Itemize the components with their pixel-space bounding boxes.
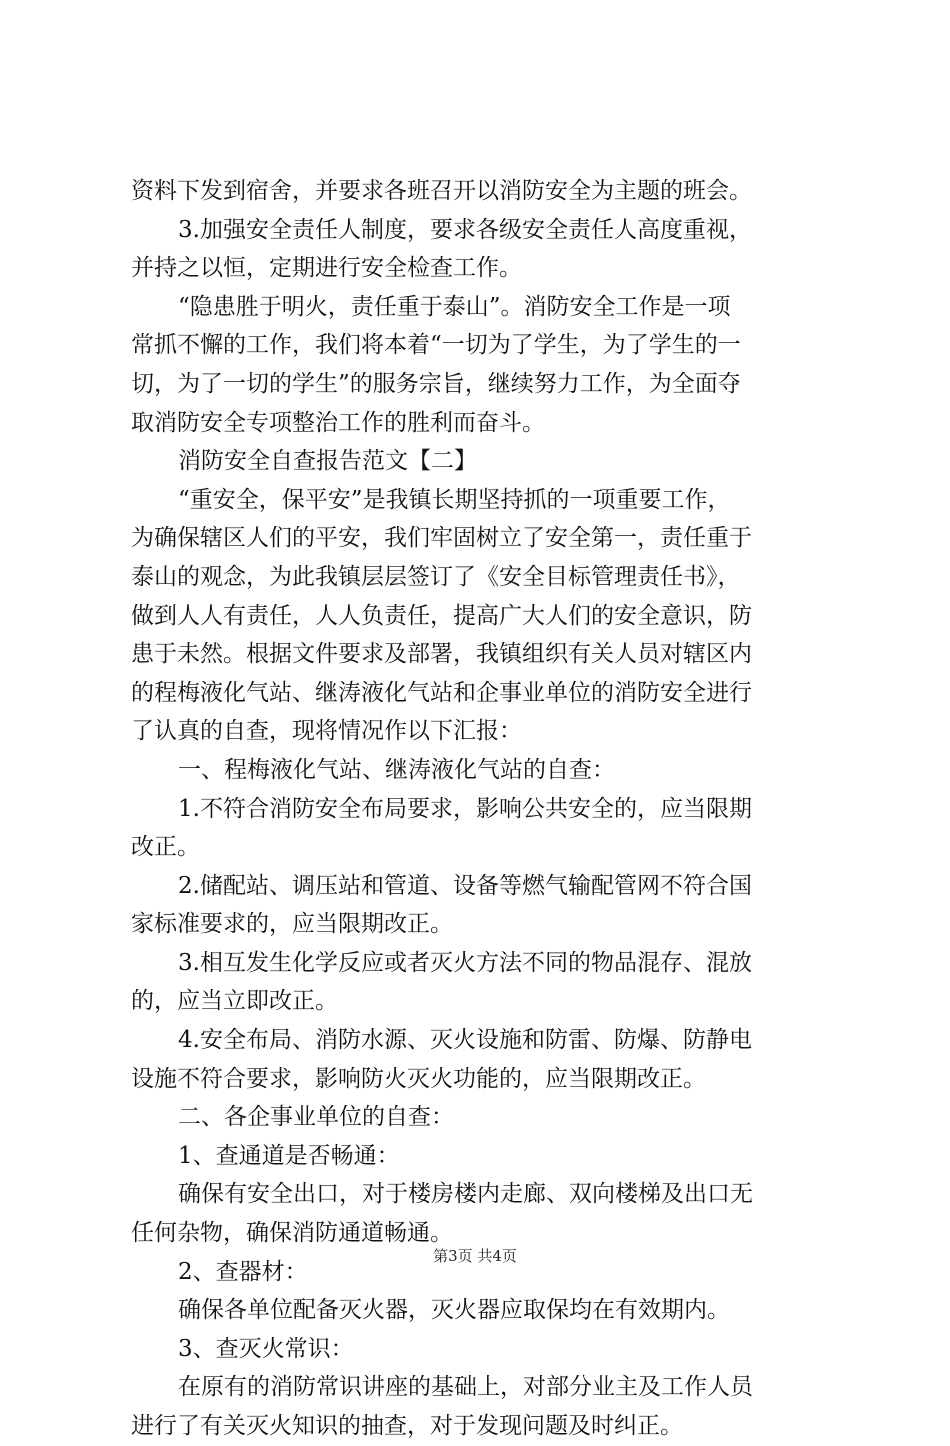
- text-line: 确保有安全出口，对于楼房楼内走廊、双向楼梯及出口无: [178, 1181, 753, 1208]
- text-line: 确保各单位配备灭火器，灭火器应取保均在有效期内。: [178, 1297, 730, 1324]
- text-line: 的程梅液化气站、继涛液化气站和企事业单位的消防安全进行: [131, 679, 752, 706]
- text-line: 任何杂物，确保消防通道畅通。: [131, 1220, 453, 1247]
- text-line: 在原有的消防常识讲座的基础上，对部分业主及工作人员: [178, 1374, 753, 1401]
- text-line: 2.储配站、调压站和管道、设备等燃气输配管网不符合国: [178, 872, 752, 899]
- text-line: “隐患胜于明火，责任重于泰山”。消防安全工作是一项: [178, 293, 731, 320]
- text-line: 做到人人有责任，人人负责任，提高广大人们的安全意识，防: [131, 602, 752, 629]
- text-line: 设施不符合要求，影响防火灭火功能的，应当限期改正。: [131, 1065, 706, 1092]
- text-line: 为确保辖区人们的平安，我们牢固树立了安全第一，责任重于: [131, 525, 752, 552]
- text-line: 1.不符合消防安全布局要求，影响公共安全的，应当限期: [178, 795, 752, 822]
- text-line: 改正。: [131, 834, 200, 861]
- text-line: 常抓不懈的工作，我们将本着“一切为了学生，为了学生的一: [131, 332, 741, 359]
- text-line: 的，应当立即改正。: [131, 988, 338, 1015]
- text-line: 切，为了一切的学生”的服务宗旨，继续努力工作，为全面夺: [131, 370, 741, 397]
- text-line: 取消防安全专项整治工作的胜利而奋斗。: [131, 409, 545, 436]
- page-footer: 第3页 共4页: [433, 1247, 517, 1265]
- text-line: 二、各企事业单位的自查：: [178, 1104, 454, 1131]
- text-line: “重安全，保平安”是我镇长期坚持抓的一项重要工作，: [178, 486, 731, 513]
- text-line: 4.安全布局、消防水源、灭火设施和防雷、防爆、防静电: [178, 1027, 752, 1054]
- text-line: 并持之以恒，定期进行安全检查工作。: [131, 255, 522, 282]
- text-line: 家标准要求的，应当限期改正。: [131, 911, 453, 938]
- text-line: 患于未然。根据文件要求及部署，我镇组织有关人员对辖区内: [131, 641, 752, 668]
- text-line: 进行了有关灭火知识的抽查，对于发现问题及时纠正。: [131, 1413, 683, 1439]
- text-line: 3、查灭火常识：: [178, 1335, 354, 1362]
- text-line: 泰山的观念，为此我镇层层签订了《安全目标管理责任书》，: [131, 563, 741, 590]
- text-line: 消防安全自查报告范文【二】: [178, 448, 477, 475]
- text-line: 3.加强安全责任人制度，要求各级安全责任人高度重视，: [178, 216, 752, 243]
- text-line: 资料下发到宿舍，并要求各班召开以消防安全为主题的班会。: [131, 178, 752, 204]
- text-line: 一、程梅液化气站、继涛液化气站的自查：: [178, 756, 615, 783]
- text-line: 3.相互发生化学反应或者灭火方法不同的物品混存、混放: [178, 949, 752, 976]
- text-line: 2、查器材：: [178, 1258, 308, 1285]
- text-line: 1、查通道是否畅通：: [178, 1142, 400, 1169]
- text-line: 了认真的自查，现将情况作以下汇报：: [131, 718, 522, 745]
